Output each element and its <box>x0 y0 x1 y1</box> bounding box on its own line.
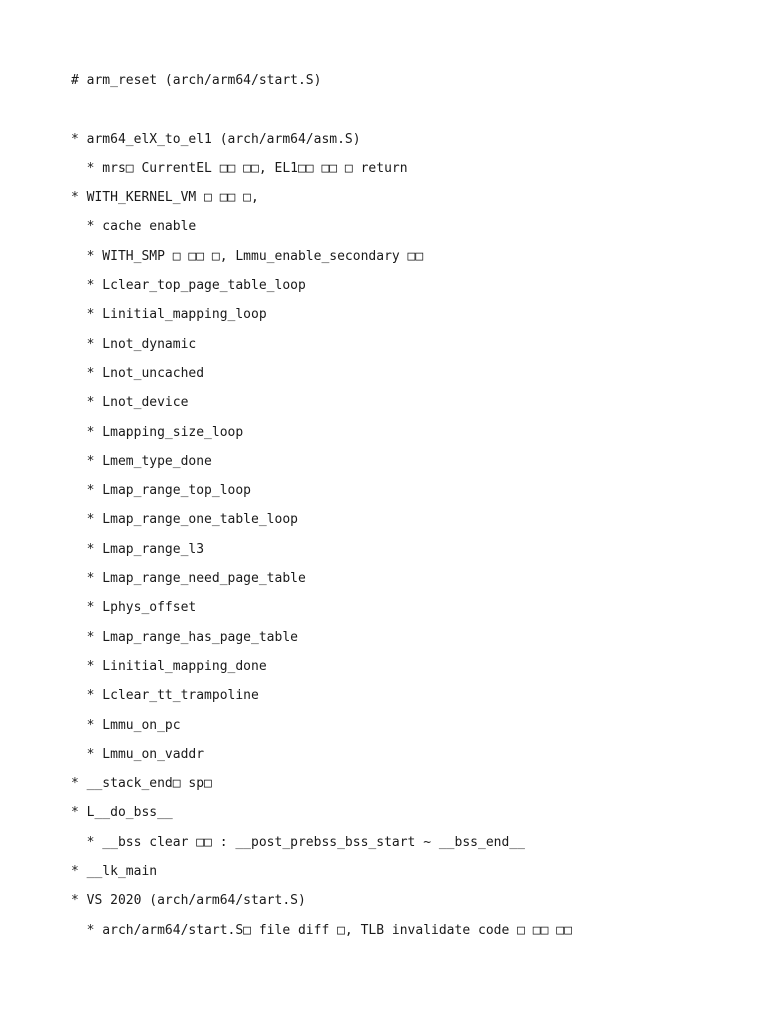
list-item: * arch/arm64/start.S□ file diff □, TLB invalidate code □ □□ □□ <box>71 922 572 938</box>
list-item: * arm64_elX_to_el1 (arch/arm64/asm.S) <box>71 131 361 147</box>
list-item: * Lphys_offset <box>71 600 197 616</box>
list-item: * L__do_bss__ <box>71 805 173 821</box>
list-item: * Lmap_range_top_loop <box>71 483 252 499</box>
list-item: * WITH_SMP □ □□ □, Lmmu_enable_secondary □□ <box>71 248 424 264</box>
list-item: * Lnot_dynamic <box>71 336 197 352</box>
list-item: * Lmap_range_has_page_table <box>71 629 298 645</box>
list-item: * __bss clear □□ : __post_prebss_bss_start ~ __bss_end__ <box>71 834 525 850</box>
list-item: * mrs□ CurrentEL □□ □□, EL1□□ □□ □ return <box>71 160 408 176</box>
list-item: * WITH_KERNEL_VM □ □□ □, <box>71 190 259 206</box>
document-heading: # arm_reset (arch/arm64/start.S) <box>71 73 322 88</box>
list-item: * Lmap_range_l3 <box>71 541 205 557</box>
document-body <box>71 66 751 945</box>
list-item: * Linitial_mapping_loop <box>71 307 267 323</box>
blank-line <box>71 95 751 124</box>
list-item: * Lclear_tt_trampoline <box>71 688 259 704</box>
list-item: * Lmap_range_need_page_table <box>71 571 306 587</box>
list-item: * __lk_main <box>71 864 158 880</box>
list-item: * Lclear_top_page_table_loop <box>71 278 306 294</box>
list-item: * VS 2020 (arch/arm64/start.S) <box>71 893 306 909</box>
list-item: * __stack_end□ sp□ <box>71 776 212 792</box>
list-item: * Lmmu_on_pc <box>71 717 181 733</box>
list-item: * cache enable <box>71 219 197 235</box>
list-item: * Lmmu_on_vaddr <box>71 746 205 762</box>
list-item: * Lnot_uncached <box>71 365 205 381</box>
list-item: * Lmapping_size_loop <box>71 424 244 440</box>
list-item: * Lmap_range_one_table_loop <box>71 512 298 528</box>
list-item: * Linitial_mapping_done <box>71 658 267 674</box>
list-item: * Lnot_device <box>71 395 189 411</box>
list-item: * Lmem_type_done <box>71 453 212 469</box>
